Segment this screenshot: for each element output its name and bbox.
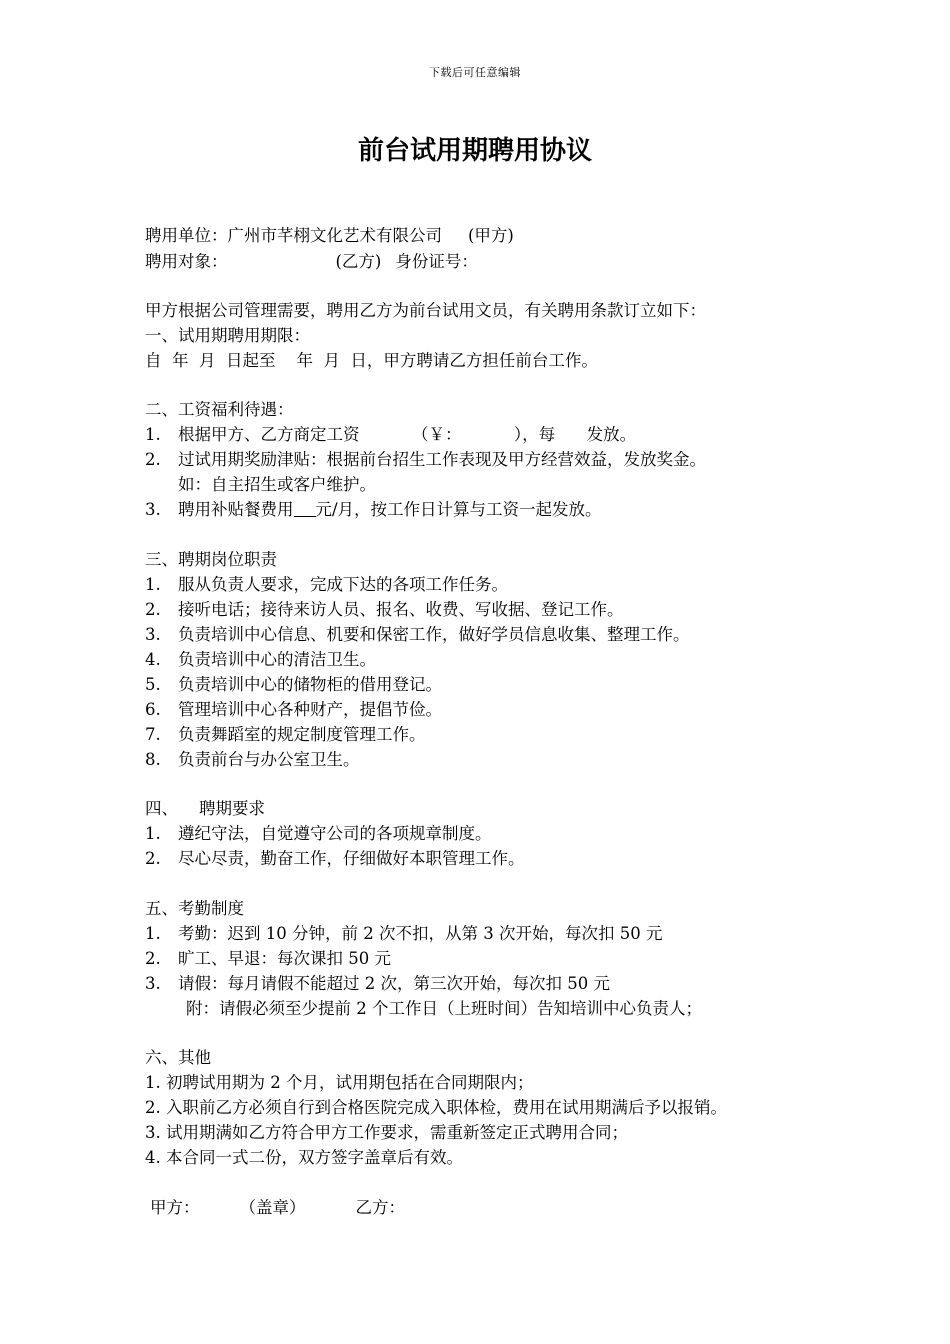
list-item: 4. 本合同一式二份，双方签字盖章后有效。 [145,1148,463,1167]
list-item: 7. 负责舞蹈室的规定制度管理工作。 [145,725,426,744]
party-b-signature-label: 乙方： [355,1198,405,1217]
employer-line [145,224,514,248]
list-item: 4. 负责培训中心的清洁卫生。 [145,650,376,669]
id-label: 身份证号： [395,252,478,271]
amount-blank [294,502,316,517]
list-item: 3. 试用期满如乙方符合甲方工作要求，需重新签定正式聘用合同； [145,1123,628,1142]
list-item: 2. 过试用期奖励津贴：根据前台招生工作表现及甲方经营效益，发放奖金。 [145,450,706,469]
employee-label: 聘用对象： [145,252,228,271]
list-item: 2. 尽心尽责，勤奋工作，仔细做好本职管理工作。 [145,849,525,868]
list-item-continuation: 如：自主招生或客户维护。 [178,475,376,494]
list-item: 1. 根据甲方、乙方商定工资 （￥： ），每 发放。 [145,425,637,444]
page-header: 下载后可任意编辑 [429,66,521,79]
leave-note: 附：请假必须至少提前 2 个工作日（上班时间）告知培训中心负责人； [186,999,702,1018]
list-item: 3. 请假：每月请假不能超过 2 次，第三次开始，每次扣 50 元 [145,974,610,993]
party-b-tag: (乙方) [335,252,382,271]
employer-name: 广州市芊栩文化艺术有限公司 [227,226,442,245]
term-line: 自 年 月 日起至 年 月 日，甲方聘请乙方担任前台工作。 [145,351,598,370]
employer-label: 聘用单位： [145,226,228,245]
section-5-heading: 五、考勤制度 [145,899,244,918]
list-item: 2. 入职前乙方必须自行到合格医院完成入职体检，费用在试用期满后予以报销。 [145,1098,727,1117]
list-item: 1. 遵纪守法，自觉遵守公司的各项规章制度。 [145,824,492,843]
section-1-heading: 一、试用期聘用期限： [145,326,310,345]
list-item: 3. 聘用补贴餐费用 元/月，按工作日计算与工资一起发放。 [145,500,602,519]
party-a-tag: (甲方) [468,226,514,245]
list-item: 2. 接听电话；接待来访人员、报名、收费、写收据、登记工作。 [145,600,624,619]
list-item: 3. 负责培训中心信息、机要和保密工作，做好学员信息收集、整理工作。 [145,625,690,644]
list-item: 5. 负责培训中心的储物柜的借用登记。 [145,675,442,694]
list-item: 8. 负责前台与办公室卫生。 [145,750,360,769]
section-3-heading: 三、聘期岗位职责 [145,550,277,569]
list-item: 6. 管理培训中心各种财产，提倡节俭。 [145,700,442,719]
signature-line [150,1196,405,1220]
list-item: 2. 旷工、早退：每次课扣 50 元 [145,949,391,968]
list-item: 1. 考勤：迟到 10 分钟，前 2 次不扣，从第 3 次开始，每次扣 50 元 [145,924,663,943]
section-2-heading: 二、工资福利待遇： [145,400,294,419]
list-item: 1. 初聘试用期为 2 个月，试用期包括在合同期限内； [145,1073,534,1092]
employee-line [145,250,478,274]
section-4-heading: 四、 聘期要求 [145,799,265,818]
seal-label: （盖章） [239,1198,306,1217]
list-item: 1. 服从负责人要求，完成下达的各项工作任务。 [145,575,508,594]
section-6-heading: 六、其他 [145,1048,211,1067]
intro-paragraph: 甲方根据公司管理需要，聘用乙方为前台试用文员，有关聘用条款订立如下： [145,301,706,320]
party-a-signature-label: 甲方： [150,1198,200,1217]
document-title: 前台试用期聘用协议 [357,136,592,166]
